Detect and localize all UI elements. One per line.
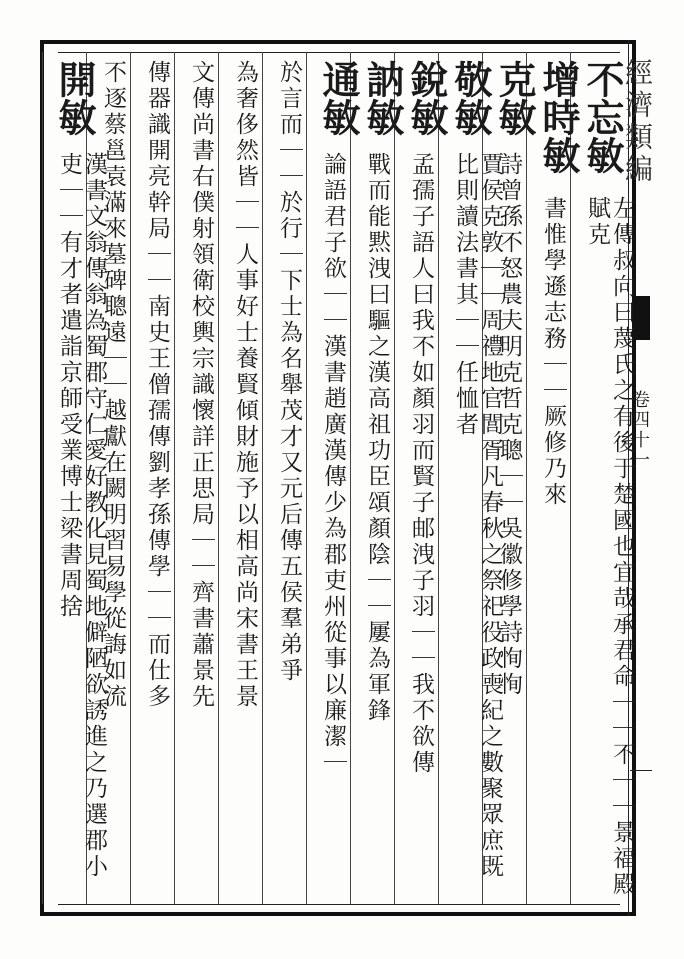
body-text: 戰而能黙洩曰驅之漢高祖功臣頌顏陰｜｜屢為軍鋒 (364, 152, 390, 724)
entry-heading: 敬敏 (448, 60, 493, 136)
bottom-rule (58, 904, 620, 905)
entry-heading: 訥敏 (360, 60, 405, 136)
body-text: 詩曾孫不怒農夫明克哲克聰｜｜吳徽修學詩恂恂 (496, 152, 522, 698)
text-column (354, 60, 405, 900)
column-rule (42, 52, 43, 904)
text-column (266, 60, 310, 900)
margin-title: 經濟類編 (621, 58, 654, 186)
body-text: 論語君子欲｜｜漢書趙廣漢傳少為郡吏州從事以廉潔｜ (320, 152, 346, 776)
text-column (178, 60, 222, 900)
body-text: 傳器識開亮幹局｜｜南史王僧孺傳劉孝孫傳學｜｜而仕多 (144, 60, 170, 710)
top-rule (58, 52, 620, 53)
text-column (442, 60, 503, 900)
text-column (310, 60, 361, 900)
volume-label: 卷四十一 (629, 390, 650, 470)
entry-heading: 通敏 (316, 60, 361, 136)
text-column (574, 60, 635, 900)
body-text: 賈侯克敦｜｜周禮地官閭胥凡春秋之祭祀役政喪紀之數聚眾庶既比則讀法書其｜｜任恤者 (452, 152, 503, 880)
body-text: 孟孺子語人曰我不如顏羽而賢子邮洩子羽｜｜我不欲傳 (408, 152, 434, 776)
entry-heading: 不忘敏 (580, 60, 625, 174)
text-column (222, 60, 266, 900)
body-text: 文傳尚書右僕射領衛校輿宗識懷詳正思局｜｜齊書蕭景先 (188, 60, 214, 710)
entry-heading: 銳敏 (404, 60, 449, 136)
text-column (134, 60, 178, 900)
body-text: 不逐蔡邕袁滿來墓碑聰遠｜｜越獻在闕明習易學從誨如流 (100, 60, 126, 710)
text-column (530, 60, 581, 900)
body-text: 為奢侈然皆｜｜人事好士養賢傾財施予以相高尚宋書王景 (232, 60, 258, 710)
text-column (46, 60, 107, 900)
body-text: 於言而｜｜於行｜下士為名舉茂才又元后傳五侯羣弟爭 (276, 60, 302, 684)
body-text: 書惟學遜志務｜｜厥修乃來 (540, 196, 566, 508)
entry-heading: 增時敏 (536, 60, 581, 174)
body-text: 漢書文翁傳翁為蜀郡守仁愛好教化見蜀地僻陋欲誘進之乃選郡小吏｜｜有才者遣詣京師受業博士梁書周捨 (56, 152, 107, 880)
text-column (398, 60, 449, 900)
entry-heading: 開敏 (52, 60, 97, 136)
entry-heading: 克敏 (492, 60, 537, 136)
body-text: 左傳叔向曰蔑氏之有後于楚國也宜哉承君命｜｜不｜｜景福殿賦克 (584, 196, 635, 898)
